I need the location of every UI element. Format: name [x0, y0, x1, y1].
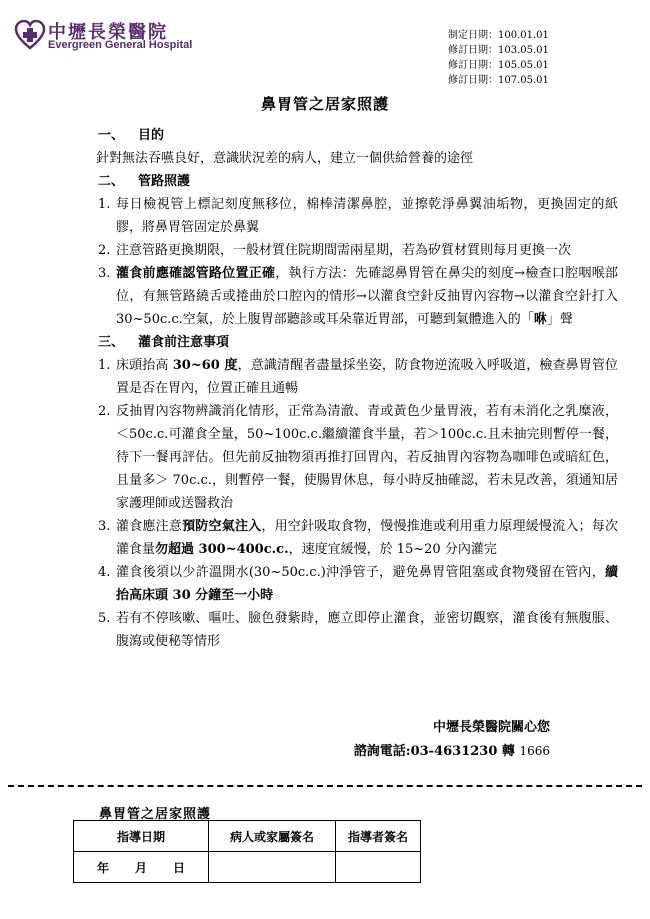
- item-text: [116, 262, 618, 331]
- item-number: 3.: [98, 266, 111, 281]
- purpose-text: 針對無法吞嚥良好，意識狀況差的病人，建立一個供給營養的途徑: [96, 151, 474, 166]
- item-text: [116, 354, 618, 400]
- header-patient-signature: 病人或家屬簽名: [209, 821, 336, 852]
- patient-signature-field[interactable]: [209, 852, 336, 883]
- date-field[interactable]: [74, 852, 209, 883]
- list-item: [98, 607, 618, 653]
- care-message: 中壢長榮醫院關心您: [432, 720, 550, 735]
- section-heading-tube-care: [98, 170, 618, 193]
- item-number: 2.: [98, 243, 111, 258]
- item-number: 4.: [98, 565, 111, 580]
- revision-date: 修訂日期：107.05.01: [448, 75, 549, 86]
- section-title: 灌食前注意事項: [138, 335, 230, 350]
- emphasis-text: 續抬高床頭 30 分鐘至一小時: [116, 565, 618, 603]
- revision-date: 修訂日期：105.05.01: [448, 60, 549, 71]
- emphasis-text: 灌食前應確認管路位置正確: [116, 266, 276, 281]
- hospital-logo: [14, 18, 214, 58]
- hospital-name-en: Evergreen General Hospital: [48, 39, 193, 51]
- emphasis-text: 咻: [533, 312, 547, 327]
- item-text-part: ，意識清醒者盡量採坐姿，防食物逆流吸入呼吸道，檢查鼻胃管位置是否在胃內，位置正確且通暢: [116, 358, 618, 396]
- cut-line-divider: [8, 785, 642, 787]
- item-number: 3.: [98, 519, 111, 534]
- item-text: [116, 515, 618, 561]
- item-text: 若有不停咳嗽、嘔吐、臉色發紫時，應立即停止灌食，並密切觀察，灌食後有無腹脹、腹瀉或便秘等情形: [116, 611, 618, 649]
- item-text-part: ，執行方法：先確認鼻胃管在鼻尖的刻度→檢查口腔咽喉部位，有無管路繞舌或捲曲於口腔內的情形→以灌食空針反抽胃內容物→以灌食空針打入 30~50c.c.空氣，於上腹胃部聽診或耳朵靠近胃部，可聽到氣體進入的「: [116, 266, 618, 327]
- item-text: 注意管路更換期限，一般材質住院期間需兩星期，若為矽質材質則每月更換一次: [116, 243, 572, 258]
- day-label: 日: [172, 860, 185, 875]
- hospital-name-zh: 中壢長榮醫院: [48, 22, 168, 43]
- item-number: 1.: [98, 358, 111, 373]
- revision-date: 修訂日期：103.05.01: [448, 45, 549, 56]
- item-text-part: 床頭抬高: [116, 358, 173, 373]
- item-text-part: 灌食應注意: [116, 519, 183, 534]
- section-title: 管路照護: [138, 174, 191, 189]
- signature-table: [73, 820, 421, 883]
- list-item: [98, 193, 618, 239]
- slip-title: 鼻胃管之居家照護: [99, 807, 212, 822]
- hospital-logo-icon: [14, 20, 46, 50]
- emphasis-text: 勿超過 300~400c.c.: [155, 542, 289, 557]
- item-text-part: 」聲: [546, 312, 573, 327]
- section-heading-feeding-notes: [98, 331, 618, 354]
- phone-label: 諮詢電話:03-4631230 轉: [353, 744, 515, 759]
- list-item: [98, 515, 618, 561]
- instructor-signature-field[interactable]: [336, 852, 421, 883]
- item-text-part: 灌食後須以少許溫開水(30~50c.c.)沖淨管子，避免鼻胃管阻塞或食物殘留在管內，: [116, 565, 605, 580]
- revision-dates: [448, 28, 643, 88]
- emphasis-text: 預防空氣注入: [182, 519, 262, 534]
- emphasis-text: 30~60 度: [172, 358, 238, 373]
- section-number: 二、: [98, 174, 125, 189]
- item-text: 每日檢視管上標記刻度無移位，棉棒清潔鼻腔，並擦乾淨鼻翼油垢物，更換固定的紙膠，將鼻胃管固定於鼻翼: [116, 197, 618, 235]
- item-text-part: ，速度宜緩慢，於 15~20 分內灌完: [288, 542, 497, 557]
- item-number: 5.: [98, 611, 111, 626]
- item-number: 1.: [98, 197, 111, 212]
- section-number: 三、: [98, 335, 125, 350]
- document-title: 鼻胃管之居家照護: [260, 95, 389, 113]
- list-item: [98, 354, 618, 400]
- list-item: [98, 262, 618, 331]
- phone-extension: 1666: [519, 744, 550, 758]
- item-number: 2.: [98, 404, 111, 419]
- header-guidance-date: 指導日期: [74, 821, 209, 852]
- section-number: 一、: [98, 128, 125, 143]
- list-item: [98, 400, 618, 515]
- list-item: [98, 561, 618, 607]
- consult-phone: [350, 740, 550, 763]
- month-label: 月: [134, 860, 147, 875]
- section-heading-purpose: [98, 124, 618, 147]
- list-item: [98, 239, 618, 262]
- table-row: [74, 852, 421, 883]
- established-date: 制定日期：100.01.01: [448, 30, 549, 41]
- year-label: 年: [96, 860, 109, 875]
- item-text: 反抽胃內容物辨識消化情形，正常為清澈、青或黃色少量胃液，若有未消化之乳糜液，＜50c.c.可灌食全量，50~100c.c.繼續灌食半量，若＞100c.c.且未抽完則暫停一餐，待下一餐再評估。但先前反抽物須再推打回胃內，若反抽胃內容物為咖啡色或暗紅色，且量多＞ 70c.c.，則暫停一餐，使腸胃休息，每小時反抽確認，若未見改善，須通知居家護理師或送醫救治: [116, 404, 618, 511]
- header-instructor-signature: 指導者簽名: [336, 821, 421, 852]
- section-title: 目的: [138, 128, 165, 143]
- table-header-row: [74, 821, 421, 852]
- item-text: [116, 561, 618, 607]
- document-body: [98, 124, 618, 653]
- item-text-part: ，用空針吸取食物，慢慢推進或利用重力原理緩慢流入；每次灌食量: [116, 519, 618, 557]
